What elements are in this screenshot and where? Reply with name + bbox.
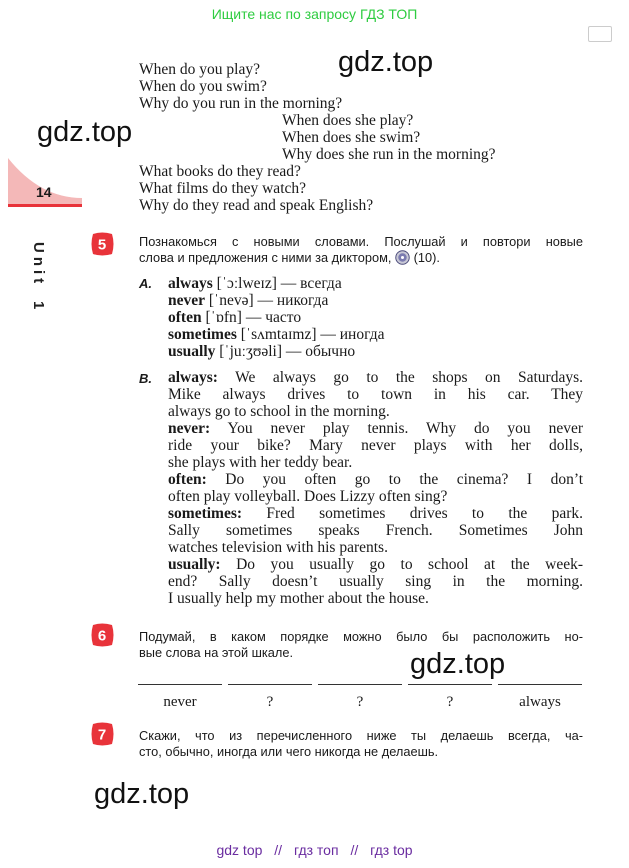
- translation: часто: [265, 309, 302, 326]
- example-line: [168, 556, 583, 573]
- section-letter: A.: [139, 276, 152, 291]
- example-text: Do you usually go to school at the week-: [236, 556, 583, 573]
- translation: всегда: [300, 275, 342, 292]
- vocab-item: [168, 292, 384, 309]
- transcription: [ˈsʌmtaɪmz]: [240, 326, 317, 343]
- scale-blank: [498, 684, 582, 685]
- scale-label: ?: [356, 694, 364, 710]
- question: What films do they watch?: [139, 180, 307, 197]
- example-text: Do you often go to the cinema? I don’t: [225, 471, 584, 488]
- scale-label: always: [519, 694, 561, 710]
- scale-label: ?: [266, 694, 274, 710]
- vocab-item: [168, 275, 384, 292]
- scale-label: ?: [446, 694, 454, 710]
- translation: иногда: [339, 326, 385, 343]
- track-number: (10).: [413, 250, 440, 265]
- footer-separator: //: [350, 842, 359, 858]
- transcription: [ˈnevə]: [208, 292, 254, 309]
- task-number: 7: [97, 726, 107, 744]
- question: When do you swim?: [139, 78, 267, 95]
- task6-instruction: [139, 629, 583, 661]
- question: When do you play?: [139, 61, 260, 78]
- scale-blank: [408, 684, 492, 685]
- footer-link[interactable]: гдз топ: [293, 842, 339, 858]
- translation: обычно: [305, 343, 356, 360]
- corner-box: [588, 26, 612, 42]
- task-badge: [89, 622, 115, 648]
- example-head: always:: [168, 369, 218, 386]
- instruction-line: Скажи, что из перечисленного ниже ты делаешь всегда, ча-: [139, 728, 583, 743]
- task-badge: [89, 721, 115, 747]
- question: Why does she run in the morning?: [282, 146, 496, 163]
- section-letter: B.: [139, 371, 152, 386]
- watermark: gdz.top: [410, 648, 506, 680]
- task7-instruction: [139, 728, 583, 760]
- instruction-text: слова и предложения с ними за диктором,: [139, 250, 392, 265]
- task-number: 5: [97, 236, 107, 254]
- dash: —: [320, 326, 336, 343]
- question: Why do they read and speak English?: [139, 197, 374, 214]
- vocab-word: never: [168, 292, 206, 309]
- watermark: gdz.top: [37, 116, 133, 148]
- unit-label: [30, 242, 47, 314]
- question: Why do you run in the morning?: [139, 95, 343, 112]
- dash: —: [257, 292, 274, 309]
- example-line: [168, 471, 583, 488]
- example-line: she plays with her teddy bear.: [168, 454, 353, 471]
- dash: —: [280, 275, 297, 292]
- questions-plural: [139, 163, 373, 214]
- example-line: always go to school in the morning.: [168, 403, 390, 420]
- transcription: [ˈɒfn]: [205, 309, 242, 326]
- instruction-line: [139, 250, 583, 266]
- task-badge: [89, 231, 115, 257]
- example-head: often:: [168, 471, 207, 488]
- vocab-item: [168, 309, 384, 326]
- dash: —: [245, 309, 262, 326]
- example-line: [168, 420, 583, 437]
- footer-link[interactable]: gdz top: [216, 842, 263, 858]
- top-banner[interactable]: Ищите нас по запросу ГДЗ ТОП: [211, 6, 418, 22]
- vocab-word: always: [168, 275, 213, 292]
- dash: —: [285, 343, 302, 360]
- question: When does she play?: [282, 112, 414, 129]
- example-head: sometimes:: [168, 505, 243, 522]
- example-line: Sally sometimes speaks French. Sometimes John: [168, 522, 583, 539]
- question: When does she swim?: [282, 129, 421, 146]
- example-line: Mike always drives to town in his car. They: [168, 386, 583, 403]
- example-line: end? Sally doesn’t usually sing in the morning.: [168, 573, 583, 590]
- scale-blank: [138, 684, 222, 685]
- unit-number: 1: [30, 301, 47, 314]
- page-number: 14: [36, 184, 52, 200]
- example-text: We always go to the shops on Saturdays.: [235, 369, 583, 386]
- transcription: [ˈjuːʒʊəli]: [219, 343, 282, 360]
- scale-blank: [228, 684, 312, 685]
- example-line: often play volleyball. Does Lizzy often sing?: [168, 488, 448, 505]
- instruction-line: Подумай, в каком порядке можно было бы расположить но-: [139, 629, 583, 644]
- vocab-item: [168, 343, 384, 360]
- questions-right: [282, 112, 496, 163]
- task-number: 6: [97, 627, 107, 645]
- scale-blank: [318, 684, 402, 685]
- vocab-word: often: [168, 309, 202, 326]
- instruction-line: вые слова на этой шкале.: [139, 645, 294, 660]
- instruction-line: сто, обычно, иногда или чего никогда не делаешь.: [139, 744, 439, 759]
- footer-link[interactable]: гдз top: [370, 842, 413, 858]
- watermark: gdz.top: [338, 46, 434, 78]
- scale-label: never: [163, 694, 197, 710]
- vocab-item: [168, 326, 384, 343]
- example-line: [168, 505, 583, 522]
- example-head: never:: [168, 420, 211, 437]
- example-text: You never play tennis. Why do you never: [227, 420, 583, 437]
- vocab-list: [168, 275, 384, 360]
- examples-block: [168, 369, 583, 607]
- vocab-word: sometimes: [168, 326, 237, 343]
- audio-disc-icon[interactable]: [395, 250, 410, 265]
- translation: никогда: [276, 292, 329, 309]
- example-line: watches television with his parents.: [168, 539, 388, 556]
- watermark: gdz.top: [94, 778, 190, 810]
- vocab-word: usually: [168, 343, 216, 360]
- example-text: Fred sometimes drives to the park.: [266, 505, 583, 522]
- footer-separator: //: [274, 842, 283, 858]
- question: What books do they read?: [139, 163, 301, 180]
- instruction-line: Познакомься с новыми словами. Послушай и повтори новые: [139, 234, 583, 249]
- transcription: [ˈɔːlweɪz]: [216, 275, 277, 292]
- footer-links: [0, 842, 629, 858]
- example-line: ride your bike? Mary never plays with her dolls,: [168, 437, 583, 454]
- example-head: usually:: [168, 556, 221, 573]
- unit-word: Unit: [30, 242, 47, 288]
- example-line: [168, 369, 583, 386]
- example-line: I usually help my mother about the house.: [168, 590, 429, 607]
- task5-instruction: [139, 234, 583, 266]
- questions-left: [139, 61, 342, 112]
